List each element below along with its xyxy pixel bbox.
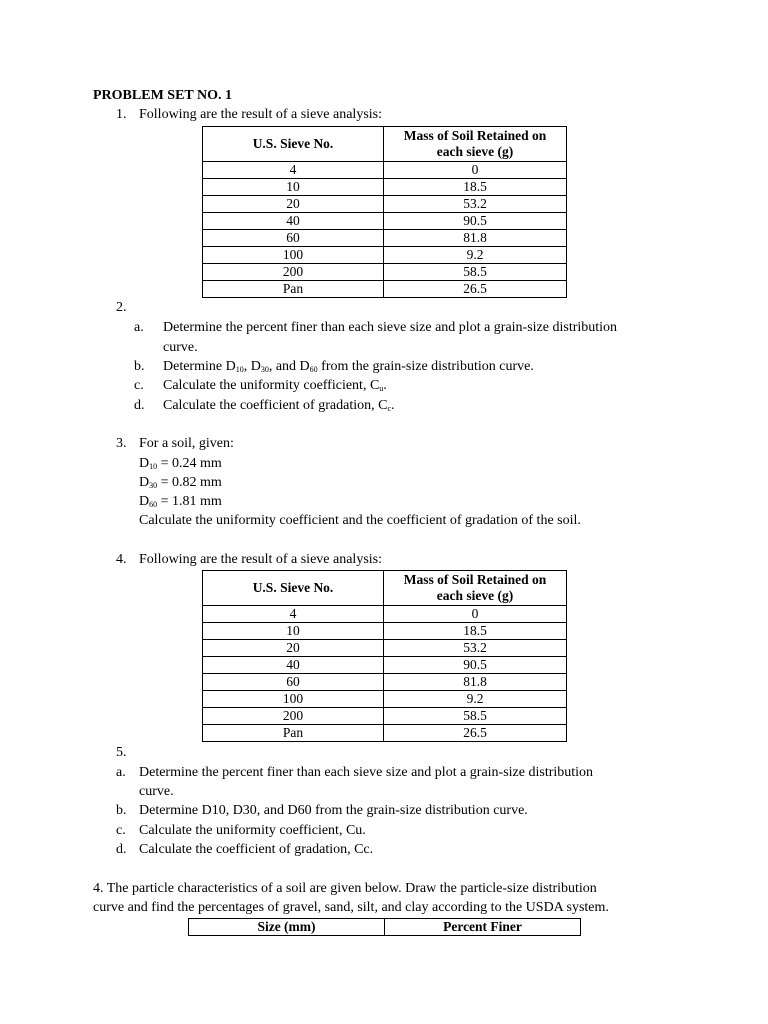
- table-row: [203, 264, 567, 281]
- cell-sieve: 60: [203, 674, 384, 691]
- problem-3-number: 3.: [116, 436, 127, 451]
- problem-2-number: 2.: [116, 300, 127, 315]
- table-header-row: [203, 571, 567, 606]
- table-row: [203, 196, 567, 213]
- cell-mass: 81.8: [384, 674, 567, 691]
- problem-2c-text: Calculate the uniformity coefficient, $C_u$.: [163, 378, 387, 393]
- cell-mass: 53.2: [384, 196, 567, 213]
- problem-2d-text: Calculate the coefficient of gradation, $C_c$.: [163, 398, 395, 413]
- table-row: [203, 230, 567, 247]
- problem-1-text: Following are the result of a sieve analysis:: [139, 107, 382, 122]
- cell-mass: 90.5: [384, 213, 567, 230]
- table-row: [203, 674, 567, 691]
- problem-2b-label: b.: [134, 359, 145, 374]
- problem-5c-text: Calculate the uniformity coefficient, Cu.: [139, 823, 366, 838]
- d60-value: $D_{60} = 1.81$ mm: [139, 494, 222, 509]
- cell-sieve: 100: [203, 691, 384, 708]
- cell-sieve: 100: [203, 247, 384, 264]
- problem-5a-line1: Determine the percent finer than each sieve size and plot a grain-size distribution: [139, 765, 594, 780]
- problem-6-line1: 4. The particle characteristics of a soil are given below. Draw the particle-size distribution: [93, 881, 597, 896]
- cell-sieve: 4: [203, 606, 384, 623]
- header-sieve-no: U.S. Sieve No.: [203, 127, 384, 162]
- problem-2a-label: a.: [134, 320, 144, 335]
- cell-mass: 9.2: [384, 691, 567, 708]
- d30-value: $D_{30} = 0.82$ mm: [139, 475, 222, 490]
- cell-sieve: 200: [203, 264, 384, 281]
- d10-value: $D_{10} = 0.24$ mm: [139, 456, 222, 471]
- cell-mass: 58.5: [384, 708, 567, 725]
- table-row: [203, 691, 567, 708]
- problem-1-number: 1.: [116, 107, 127, 122]
- cell-mass: 0: [384, 162, 567, 179]
- cell-mass: 90.5: [384, 657, 567, 674]
- header-size-mm: Size (mm): [189, 919, 385, 936]
- table-header-row: [203, 127, 567, 162]
- problem-5a-label: a.: [116, 765, 126, 780]
- cell-mass: 26.5: [384, 281, 567, 298]
- problem-3-calc: Calculate the uniformity coefficient and the coefficient of gradation of the soil.: [139, 513, 581, 528]
- table-row: [203, 281, 567, 298]
- table-row: [203, 179, 567, 196]
- cell-sieve: 40: [203, 657, 384, 674]
- cell-mass: 58.5: [384, 264, 567, 281]
- cell-sieve: Pan: [203, 281, 384, 298]
- cell-mass: 53.2: [384, 640, 567, 657]
- page-title: PROBLEM SET NO. 1: [93, 88, 232, 103]
- table-row: [203, 213, 567, 230]
- problem-5d-text: Calculate the coefficient of gradation, Cc.: [139, 842, 374, 857]
- cell-sieve: 10: [203, 623, 384, 640]
- problem-5b-text: Determine D10, D30, and D60 from the grain-size distribution curve.: [139, 803, 528, 818]
- table-row: [203, 247, 567, 264]
- cell-sieve: Pan: [203, 725, 384, 742]
- table-row: [203, 606, 567, 623]
- problem-2a-line1: Determine the percent finer than each sieve size and plot a grain-size distribution: [163, 320, 618, 335]
- problem-5c-label: c.: [116, 823, 126, 838]
- cell-sieve: 40: [203, 213, 384, 230]
- problem-3-text: For a soil, given:: [139, 436, 234, 451]
- cell-mass: 26.5: [384, 725, 567, 742]
- cell-sieve: 4: [203, 162, 384, 179]
- header-sieve-no: U.S. Sieve No.: [203, 571, 384, 606]
- header-mass-retained: Mass of Soil Retained on each sieve (g): [384, 127, 567, 162]
- cell-sieve: 10: [203, 179, 384, 196]
- problem-5a-line2: curve.: [139, 784, 174, 799]
- problem-2a-line2: curve.: [163, 340, 198, 355]
- problem-2d-label: d.: [134, 398, 145, 413]
- table-row: [203, 657, 567, 674]
- table-header-row: [189, 919, 581, 936]
- table-row: [203, 623, 567, 640]
- cell-mass: 81.8: [384, 230, 567, 247]
- problem-5-number: 5.: [116, 745, 127, 760]
- header-percent-finer: Percent Finer: [385, 919, 581, 936]
- problem-4-text: Following are the result of a sieve analysis:: [139, 552, 382, 567]
- table-row: [203, 640, 567, 657]
- problem-5d-label: d.: [116, 842, 127, 857]
- table-row: [203, 708, 567, 725]
- cell-sieve: 20: [203, 196, 384, 213]
- cell-mass: 0: [384, 606, 567, 623]
- table-row: [203, 725, 567, 742]
- cell-mass: 9.2: [384, 247, 567, 264]
- cell-mass: 18.5: [384, 179, 567, 196]
- cell-mass: 18.5: [384, 623, 567, 640]
- cell-sieve: 20: [203, 640, 384, 657]
- sieve-table-1: [202, 126, 567, 298]
- sieve-table-2: [202, 570, 567, 742]
- particle-size-table: [188, 918, 581, 936]
- problem-2b-text: Determine $D_{10}$, $D_{30}$, and $D_{60}$ from the grain-size distribution curve.: [163, 359, 534, 374]
- table-row: [203, 162, 567, 179]
- problem-2c-label: c.: [134, 378, 144, 393]
- problem-5b-label: b.: [116, 803, 127, 818]
- problem-6-line2: curve and find the percentages of gravel, sand, silt, and clay according to the USDA system.: [93, 900, 609, 915]
- cell-sieve: 200: [203, 708, 384, 725]
- problem-4-number: 4.: [116, 552, 127, 567]
- cell-sieve: 60: [203, 230, 384, 247]
- header-mass-retained: Mass of Soil Retained on each sieve (g): [384, 571, 567, 606]
